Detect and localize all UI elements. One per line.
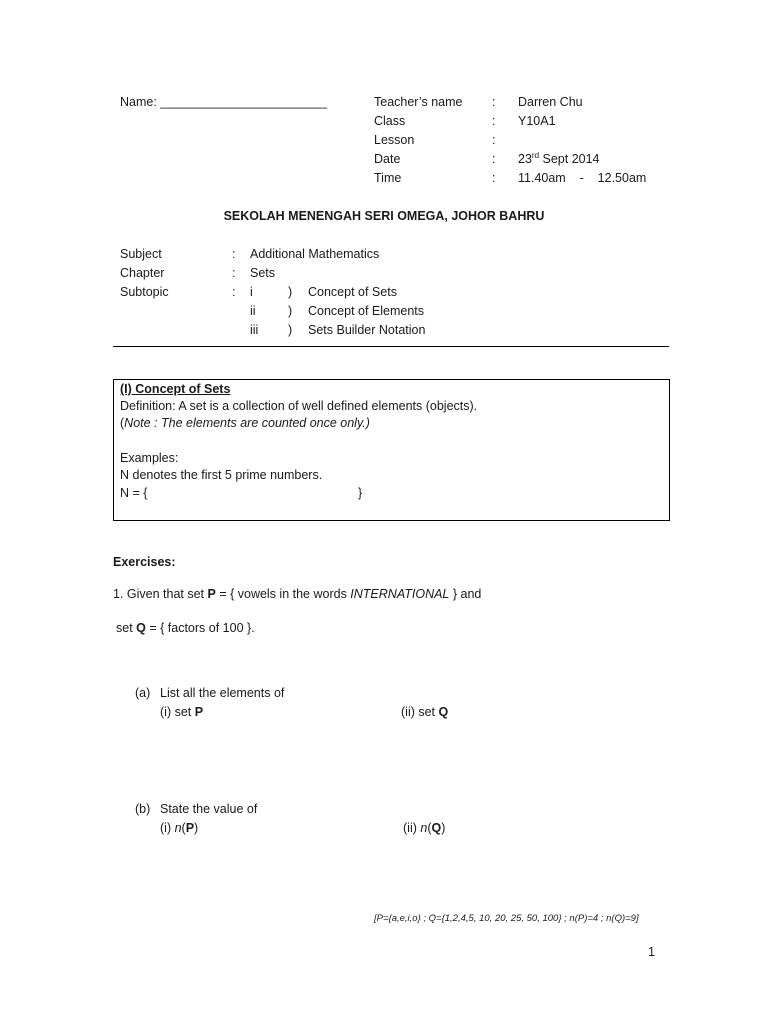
subject-sep: : bbox=[232, 247, 236, 261]
header-divider bbox=[113, 346, 669, 347]
subtopic-paren: ) bbox=[288, 304, 293, 318]
set-open: N = { bbox=[120, 486, 148, 500]
set-close: } bbox=[358, 486, 363, 500]
part-a-text: List all the elements of bbox=[160, 686, 285, 700]
part-a-ii: (ii) set Q bbox=[401, 705, 449, 719]
subtopic-num: i bbox=[250, 285, 253, 299]
chapter-label: Chapter bbox=[120, 266, 165, 280]
part-b-ii: (ii) n(Q) bbox=[403, 821, 446, 835]
part-b-label: (b) bbox=[135, 802, 151, 816]
concept-box bbox=[113, 379, 670, 521]
date-value: 23rd Sept 2014 bbox=[518, 150, 600, 166]
date-sep: : bbox=[492, 152, 496, 166]
class-sep: : bbox=[492, 114, 496, 128]
subtopic-text: Sets Builder Notation bbox=[308, 323, 426, 337]
chapter-sep: : bbox=[232, 266, 236, 280]
concept-note: (Note : The elements are counted once only.) bbox=[120, 416, 370, 430]
subtopic-label: Subtopic bbox=[120, 285, 169, 299]
exercises-heading: Exercises: bbox=[113, 555, 176, 569]
concept-definition: Definition: A set is a collection of well defined elements (objects). bbox=[120, 399, 478, 413]
lesson-label: Lesson bbox=[374, 133, 415, 147]
date-label: Date bbox=[374, 152, 401, 166]
subtopic-num: iii bbox=[250, 323, 259, 337]
time-value: 11.40am - 12.50am bbox=[518, 171, 647, 185]
subtopic-paren: ) bbox=[288, 285, 293, 299]
class-label: Class bbox=[374, 114, 406, 128]
subtopic-paren: ) bbox=[288, 323, 293, 337]
part-a-i: (i) set P bbox=[160, 705, 204, 719]
page-number: 1 bbox=[648, 945, 655, 959]
school-title: SEKOLAH MENENGAH SERI OMEGA, JOHOR BAHRU bbox=[223, 209, 545, 223]
part-b-text: State the value of bbox=[160, 802, 258, 816]
question-1: 1. Given that set P = { vowels in the words INTERNATIONAL } and bbox=[113, 587, 482, 601]
subtopic-sep: : bbox=[232, 285, 236, 299]
subtopic-text: Concept of Elements bbox=[308, 304, 425, 318]
chapter-value: Sets bbox=[250, 266, 276, 280]
time-sep: : bbox=[492, 171, 496, 185]
part-b-i: (i) n(P) bbox=[160, 821, 199, 835]
teacher-sep: : bbox=[492, 95, 496, 109]
subtopic-text: Concept of Sets bbox=[308, 285, 397, 299]
class-value: Y10A1 bbox=[518, 114, 556, 128]
name-field-label: Name: ________________________ bbox=[120, 95, 328, 109]
lesson-sep: : bbox=[492, 133, 496, 147]
teacher-value: Darren Chu bbox=[518, 95, 583, 109]
subject-value: Additional Mathematics bbox=[250, 247, 380, 261]
concept-heading: (I) Concept of Sets bbox=[120, 382, 231, 396]
answer-key: [P={a,e,i,o} ; Q={1,2,4,5, 10, 20, 25, 50, 100} ; n(P)=4 ; n(Q)=9] bbox=[374, 913, 639, 924]
example-line: N denotes the first 5 prime numbers. bbox=[120, 468, 323, 482]
question-1-set-q: set Q = { factors of 100 }. bbox=[116, 621, 255, 635]
part-a-label: (a) bbox=[135, 686, 151, 700]
examples-label: Examples: bbox=[120, 451, 179, 465]
subtopic-num: ii bbox=[250, 304, 256, 318]
time-label: Time bbox=[374, 171, 402, 185]
teacher-label: Teacher’s name bbox=[374, 95, 463, 109]
subject-label: Subject bbox=[120, 247, 162, 261]
